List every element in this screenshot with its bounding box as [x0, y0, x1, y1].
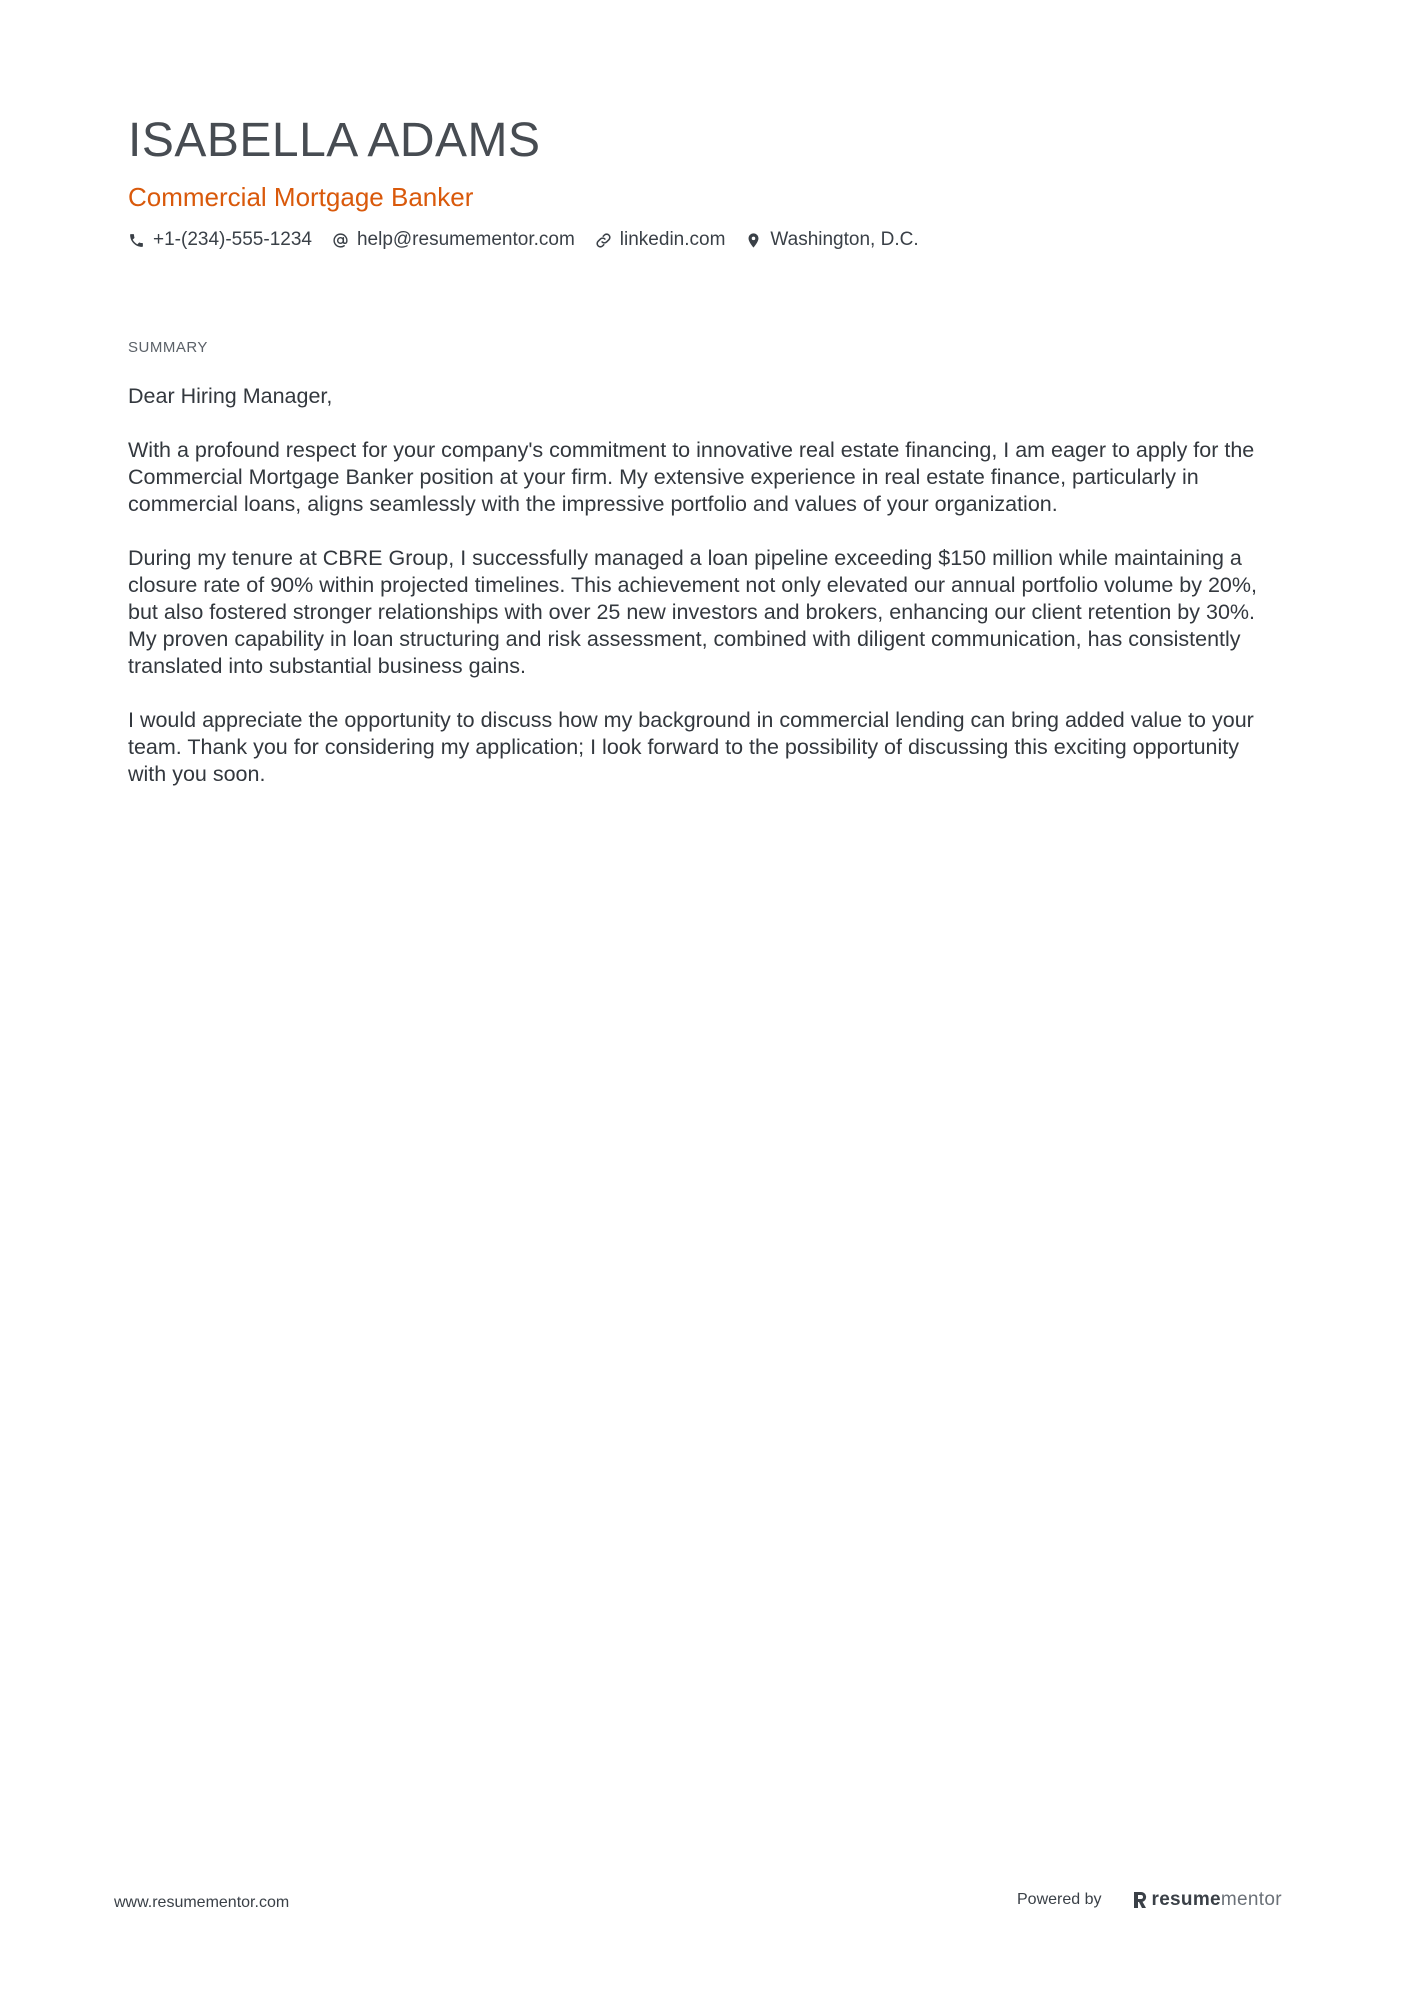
job-title: Commercial Mortgage Banker [128, 182, 474, 212]
powered-by-text: Powered by [1017, 1891, 1102, 1908]
linkedin-text[interactable]: linkedin.com [619, 229, 726, 250]
paragraph-closing: I would appreciate the opportunity to discuss how my background in commercial lending can bring added value to your team. Thank you for considering my application; I look forward to the possibility of discussing this exciting opportunity with you soon. [128, 708, 1254, 786]
greeting: Dear Hiring Manager, [128, 384, 333, 408]
resumementor-logo-icon [1132, 1890, 1148, 1910]
brand-logo[interactable] [1132, 1889, 1282, 1911]
paragraph-intro: With a profound respect for your company's commitment to innovative real estate financing, I am eager to apply for the Commercial Mortgage Banker position at your firm. My extensive experience in real estate finance, particularly in commercial loans, aligns seamlessly with the impressive portfolio and values of your organization. [128, 438, 1255, 516]
location-text: Washington, D.C. [770, 229, 919, 250]
brand-name-light: mentor [1220, 1889, 1282, 1910]
brand-name-bold: resume [1151, 1889, 1221, 1910]
footer-powered-by [1017, 1889, 1282, 1911]
phone-text: +1-(234)-555-1234 [153, 229, 312, 250]
contact-location [745, 226, 918, 254]
phone-icon [128, 232, 145, 249]
section-heading-summary: SUMMARY [128, 339, 208, 356]
location-pin-icon [745, 232, 762, 249]
letter-body [128, 383, 1278, 815]
at-icon [332, 232, 349, 249]
contact-phone [128, 226, 312, 254]
contact-linkedin[interactable] [595, 226, 726, 254]
contact-email[interactable] [332, 226, 575, 254]
email-text[interactable]: help@resumementor.com [356, 229, 575, 250]
paragraph-experience: During my tenure at CBRE Group, I successfully managed a loan pipeline exceeding $150 million while maintaining a closure rate of 90% within projected timelines. This achievement not only elevated our annual portfolio volume by 20%, but also fostered stronger relationships with over 25 new investors and brokers, enhancing our client retention by 30%. My proven capability in loan structuring and risk assessment, combined with diligent communication, has consistently translated into substantial business gains. [128, 546, 1257, 678]
contact-bar [128, 226, 919, 254]
footer-website[interactable]: www.resumementor.com [114, 1894, 290, 1911]
link-icon [595, 232, 612, 249]
candidate-name: ISABELLA ADAMS [128, 114, 541, 167]
